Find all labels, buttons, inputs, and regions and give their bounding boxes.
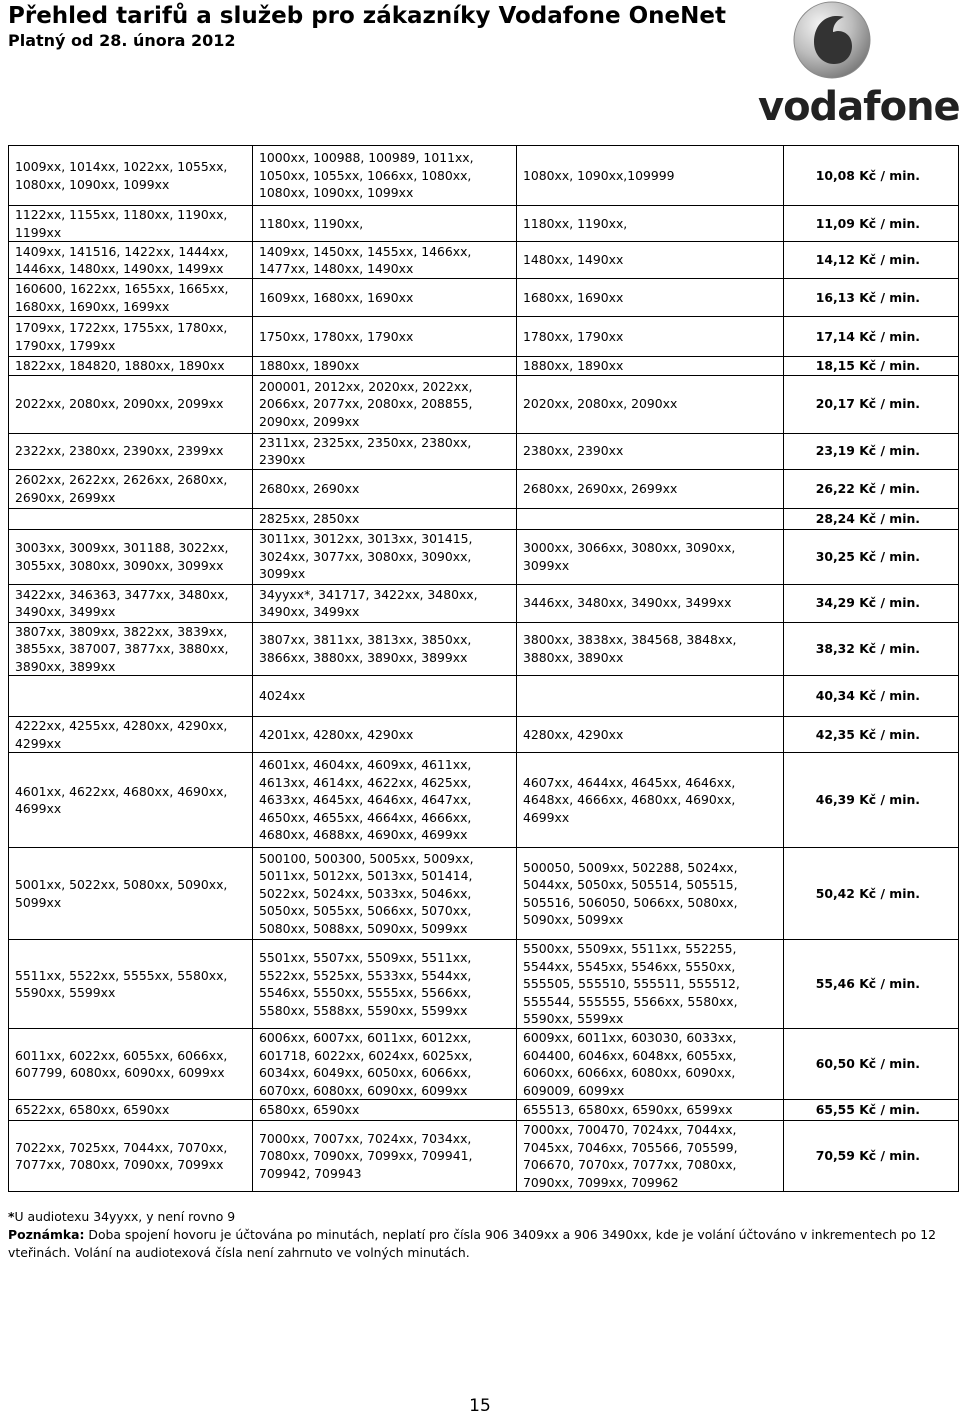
price-cell: 10,08 Kč / min. xyxy=(784,146,959,206)
page-number: 15 xyxy=(469,1396,491,1416)
prefix-cell: 2022xx, 2080xx, 2090xx, 2099xx xyxy=(9,375,253,433)
target-cell: 4607xx, 4644xx, 4645xx, 4646xx, 4648xx, 4666xx, 4680xx, 4690xx, 4699xx xyxy=(517,753,784,848)
dialed-cell: 4024xx xyxy=(253,676,517,717)
prefix-cell xyxy=(9,508,253,529)
prefix-cell: 5511xx, 5522xx, 5555xx, 5580xx, 5590xx, 5599xx xyxy=(9,940,253,1029)
prefix-cell: 4601xx, 4622xx, 4680xx, 4690xx, 4699xx xyxy=(9,753,253,848)
prefix-cell: 6011xx, 6022xx, 6055xx, 6066xx, 607799, 6080xx, 6090xx, 6099xx xyxy=(9,1029,253,1100)
footnote-mark: * xyxy=(8,1209,15,1224)
target-cell: 1780xx, 1790xx xyxy=(517,317,784,357)
note-text: Doba spojení hovoru je účtována po minutách, neplatí pro čísla 906 3409xx a 906 3490xx, kde je volání účtováno v inkrementech po 12 vteřinách. Volání na audiotexová čísla není zahrnuto ve volných minutách. xyxy=(8,1227,936,1260)
price-cell: 30,25 Kč / min. xyxy=(784,529,959,584)
prefix-cell: 3807xx, 3809xx, 3822xx, 3839xx, 3855xx, 387007, 3877xx, 3880xx, 3890xx, 3899xx xyxy=(9,622,253,676)
prefix-cell: 1822xx, 184820, 1880xx, 1890xx xyxy=(9,357,253,376)
table-row xyxy=(9,317,959,357)
price-cell: 46,39 Kč / min. xyxy=(784,753,959,848)
dialed-cell: 2680xx, 2690xx xyxy=(253,469,517,508)
dialed-cell: 1880xx, 1890xx xyxy=(253,357,517,376)
table-row xyxy=(9,433,959,469)
target-cell: 500050, 5009xx, 502288, 5024xx, 5044xx, 5050xx, 505514, 505515, 505516, 506050, 5066xx, 5080xx, 5090xx, 5099xx xyxy=(517,848,784,940)
notes xyxy=(8,1208,948,1262)
vodafone-logo xyxy=(754,0,960,130)
tariff-table-body xyxy=(9,146,959,1192)
target-cell: 3446xx, 3480xx, 3490xx, 3499xx xyxy=(517,584,784,622)
prefix-cell: 5001xx, 5022xx, 5080xx, 5090xx, 5099xx xyxy=(9,848,253,940)
price-cell: 60,50 Kč / min. xyxy=(784,1029,959,1100)
target-cell: 3800xx, 3838xx, 384568, 3848xx, 3880xx, 3890xx xyxy=(517,622,784,676)
page-title: Přehled tarifů a služeb pro zákazníky Vodafone OneNet xyxy=(8,3,726,29)
price-cell: 55,46 Kč / min. xyxy=(784,940,959,1029)
target-cell xyxy=(517,676,784,717)
note xyxy=(8,1226,948,1262)
target-cell: 1880xx, 1890xx xyxy=(517,357,784,376)
dialed-cell: 6006xx, 6007xx, 6011xx, 6012xx, 601718, 6022xx, 6024xx, 6025xx, 6034xx, 6049xx, 6050xx, 6066xx, 6070xx, 6080xx, 6090xx, 6099xx xyxy=(253,1029,517,1100)
target-cell: 2380xx, 2390xx xyxy=(517,433,784,469)
target-cell: 1180xx, 1190xx, xyxy=(517,206,784,242)
price-cell: 16,13 Kč / min. xyxy=(784,279,959,317)
table-row xyxy=(9,622,959,676)
table-row xyxy=(9,940,959,1029)
table-row xyxy=(9,1029,959,1100)
dialed-cell: 1750xx, 1780xx, 1790xx xyxy=(253,317,517,357)
dialed-cell: 4601xx, 4604xx, 4609xx, 4611xx, 4613xx, 4614xx, 4622xx, 4625xx, 4633xx, 4645xx, 4646xx, 4647xx, 4650xx, 4655xx, 4664xx, 4666xx, 4680xx, 4688xx, 4690xx, 4699xx xyxy=(253,753,517,848)
prefix-cell: 4222xx, 4255xx, 4280xx, 4290xx, 4299xx xyxy=(9,717,253,753)
price-cell: 20,17 Kč / min. xyxy=(784,375,959,433)
target-cell: 3000xx, 3066xx, 3080xx, 3090xx, 3099xx xyxy=(517,529,784,584)
price-cell: 28,24 Kč / min. xyxy=(784,508,959,529)
prefix-cell: 6522xx, 6580xx, 6590xx xyxy=(9,1100,253,1121)
dialed-cell: 3011xx, 3012xx, 3013xx, 301415, 3024xx, 3077xx, 3080xx, 3090xx, 3099xx xyxy=(253,529,517,584)
dialed-cell: 5501xx, 5507xx, 5509xx, 5511xx, 5522xx, 5525xx, 5533xx, 5544xx, 5546xx, 5550xx, 5555xx, 5566xx, 5580xx, 5588xx, 5590xx, 5599xx xyxy=(253,940,517,1029)
dialed-cell: 1409xx, 1450xx, 1455xx, 1466xx, 1477xx, 1480xx, 1490xx xyxy=(253,242,517,279)
table-row xyxy=(9,529,959,584)
dialed-cell: 200001, 2012xx, 2020xx, 2022xx, 2066xx, 2077xx, 2080xx, 208855, 2090xx, 2099xx xyxy=(253,375,517,433)
price-cell: 38,32 Kč / min. xyxy=(784,622,959,676)
target-cell: 2020xx, 2080xx, 2090xx xyxy=(517,375,784,433)
price-cell: 17,14 Kč / min. xyxy=(784,317,959,357)
prefix-cell: 2602xx, 2622xx, 2626xx, 2680xx, 2690xx, 2699xx xyxy=(9,469,253,508)
table-row xyxy=(9,676,959,717)
price-cell: 42,35 Kč / min. xyxy=(784,717,959,753)
table-row xyxy=(9,357,959,376)
footnote xyxy=(8,1208,948,1226)
dialed-cell: 34yyxx*, 341717, 3422xx, 3480xx, 3490xx, 3499xx xyxy=(253,584,517,622)
price-cell: 23,19 Kč / min. xyxy=(784,433,959,469)
dialed-cell: 2311xx, 2325xx, 2350xx, 2380xx, 2390xx xyxy=(253,433,517,469)
price-cell: 26,22 Kč / min. xyxy=(784,469,959,508)
dialed-cell: 4201xx, 4280xx, 4290xx xyxy=(253,717,517,753)
target-cell: 655513, 6580xx, 6590xx, 6599xx xyxy=(517,1100,784,1121)
table-row xyxy=(9,508,959,529)
target-cell: 6009xx, 6011xx, 603030, 6033xx, 604400, 6046xx, 6048xx, 6055xx, 6060xx, 6066xx, 6080xx, 6090xx, 609009, 6099xx xyxy=(517,1029,784,1100)
price-cell: 65,55 Kč / min. xyxy=(784,1100,959,1121)
prefix-cell: 1709xx, 1722xx, 1755xx, 1780xx, 1790xx, 1799xx xyxy=(9,317,253,357)
target-cell: 1080xx, 1090xx,109999 xyxy=(517,146,784,206)
table-row xyxy=(9,1121,959,1192)
prefix-cell: 2322xx, 2380xx, 2390xx, 2399xx xyxy=(9,433,253,469)
brand-wordmark: vodafone xyxy=(758,84,960,130)
prefix-cell: 1122xx, 1155xx, 1180xx, 1190xx, 1199xx xyxy=(9,206,253,242)
validity-date: Platný od 28. února 2012 xyxy=(8,31,236,50)
table-row xyxy=(9,242,959,279)
price-cell: 14,12 Kč / min. xyxy=(784,242,959,279)
page-header xyxy=(8,2,726,52)
price-cell: 34,29 Kč / min. xyxy=(784,584,959,622)
price-cell: 11,09 Kč / min. xyxy=(784,206,959,242)
prefix-cell: 160600, 1622xx, 1655xx, 1665xx, 1680xx, 1690xx, 1699xx xyxy=(9,279,253,317)
price-cell: 40,34 Kč / min. xyxy=(784,676,959,717)
table-row xyxy=(9,469,959,508)
dialed-cell: 500100, 500300, 5005xx, 5009xx, 5011xx, 5012xx, 5013xx, 501414, 5022xx, 5024xx, 5033xx, 5046xx, 5050xx, 5055xx, 5066xx, 5070xx, 5080xx, 5088xx, 5090xx, 5099xx xyxy=(253,848,517,940)
target-cell: 1480xx, 1490xx xyxy=(517,242,784,279)
prefix-cell: 1009xx, 1014xx, 1022xx, 1055xx, 1080xx, 1090xx, 1099xx xyxy=(9,146,253,206)
target-cell: 2680xx, 2690xx, 2699xx xyxy=(517,469,784,508)
dialed-cell: 1609xx, 1680xx, 1690xx xyxy=(253,279,517,317)
dialed-cell: 1000xx, 100988, 100989, 1011xx, 1050xx, 1055xx, 1066xx, 1080xx, 1080xx, 1090xx, 1099xx xyxy=(253,146,517,206)
prefix-cell: 3422xx, 346363, 3477xx, 3480xx, 3490xx, 3499xx xyxy=(9,584,253,622)
dialed-cell: 2825xx, 2850xx xyxy=(253,508,517,529)
dialed-cell: 3807xx, 3811xx, 3813xx, 3850xx, 3866xx, 3880xx, 3890xx, 3899xx xyxy=(253,622,517,676)
table-row xyxy=(9,146,959,206)
note-label: Poznámka: xyxy=(8,1227,85,1242)
table-row xyxy=(9,848,959,940)
tariff-table xyxy=(8,145,959,1192)
table-row xyxy=(9,717,959,753)
prefix-cell xyxy=(9,676,253,717)
table-row xyxy=(9,584,959,622)
footnote-text: U audiotexu 34yyxx, y není rovno 9 xyxy=(14,1209,236,1224)
dialed-cell: 6580xx, 6590xx xyxy=(253,1100,517,1121)
prefix-cell: 7022xx, 7025xx, 7044xx, 7070xx, 7077xx, 7080xx, 7090xx, 7099xx xyxy=(9,1121,253,1192)
price-cell: 70,59 Kč / min. xyxy=(784,1121,959,1192)
dialed-cell: 1180xx, 1190xx, xyxy=(253,206,517,242)
target-cell: 5500xx, 5509xx, 5511xx, 552255, 5544xx, 5545xx, 5546xx, 5550xx, 555505, 555510, 555511, 555512, 555544, 555555, 5566xx, 5580xx, 5590xx, 5599xx xyxy=(517,940,784,1029)
table-row xyxy=(9,279,959,317)
table-row xyxy=(9,753,959,848)
table-row xyxy=(9,1100,959,1121)
target-cell: 7000xx, 700470, 7024xx, 7044xx, 7045xx, 7046xx, 705566, 705599, 706670, 7070xx, 7077xx, 7080xx, 7090xx, 7099xx, 709962 xyxy=(517,1121,784,1192)
speechmark-icon xyxy=(792,0,872,80)
prefix-cell: 1409xx, 141516, 1422xx, 1444xx, 1446xx, 1480xx, 1490xx, 1499xx xyxy=(9,242,253,279)
target-cell: 1680xx, 1690xx xyxy=(517,279,784,317)
target-cell: 4280xx, 4290xx xyxy=(517,717,784,753)
price-cell: 18,15 Kč / min. xyxy=(784,357,959,376)
prefix-cell: 3003xx, 3009xx, 301188, 3022xx, 3055xx, 3080xx, 3090xx, 3099xx xyxy=(9,529,253,584)
dialed-cell: 7000xx, 7007xx, 7024xx, 7034xx, 7080xx, 7090xx, 7099xx, 709941, 709942, 709943 xyxy=(253,1121,517,1192)
table-row xyxy=(9,375,959,433)
price-cell: 50,42 Kč / min. xyxy=(784,848,959,940)
table-row xyxy=(9,206,959,242)
target-cell xyxy=(517,508,784,529)
